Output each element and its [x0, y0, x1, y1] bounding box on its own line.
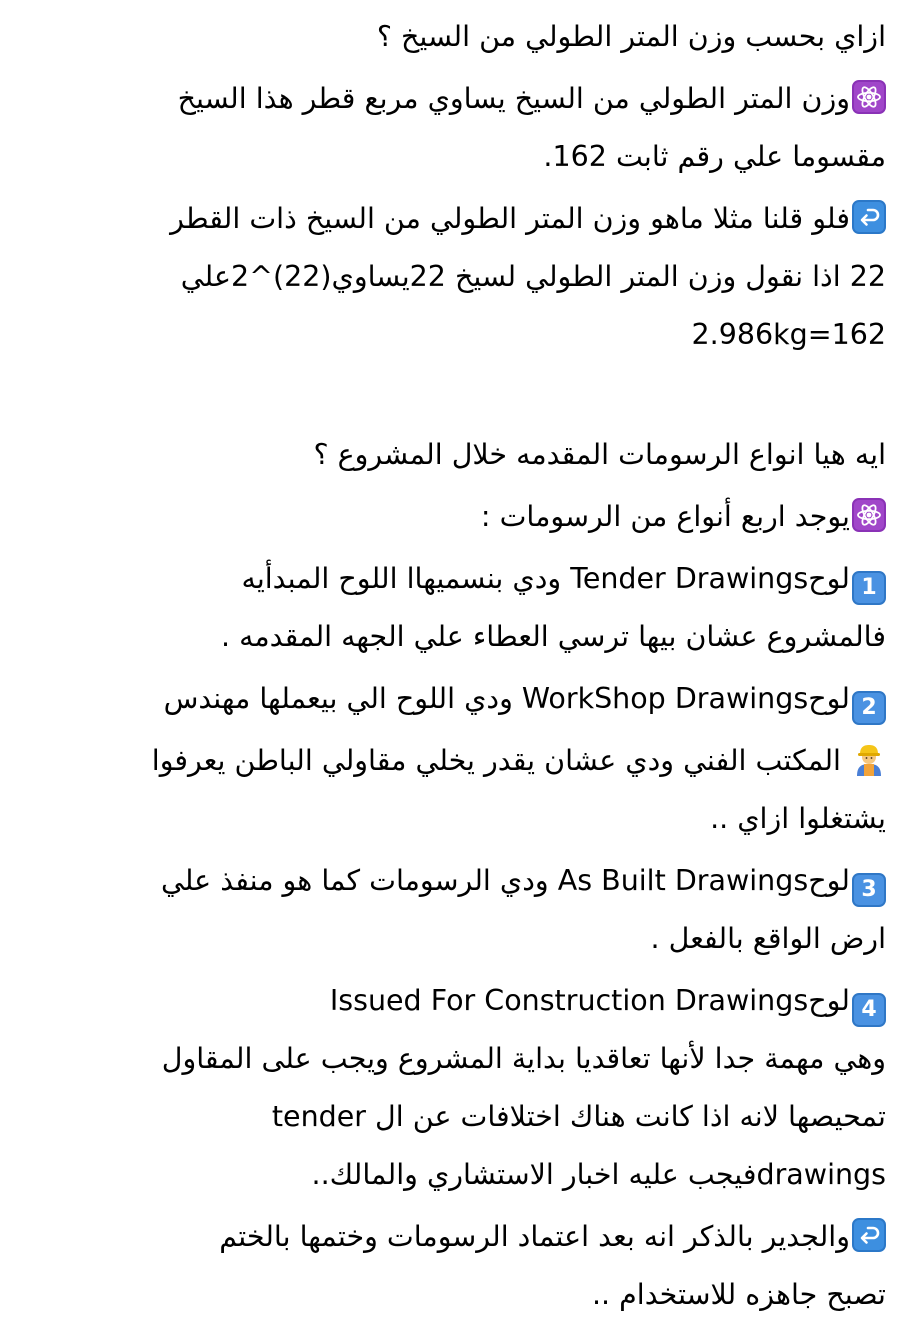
text-line: يشتغلوا ازاي ..: [710, 802, 886, 835]
paragraph-item-3: [34, 852, 886, 968]
right-arrow-curving-left-icon: [852, 200, 886, 234]
paragraph-item-1: [34, 550, 886, 666]
text-line: ايه هيا انواع الرسومات المقدمه خلال المشروع ؟: [313, 438, 886, 471]
paragraph-item-2: [34, 670, 886, 728]
text-line-with-icon: [34, 670, 886, 728]
keycap-digit-icon: 4: [852, 993, 886, 1027]
text-line: ارض الواقع بالفعل .: [650, 922, 886, 955]
paragraph-answer-2: [34, 488, 886, 546]
paragraph-example: [34, 190, 886, 364]
text-line-with-icon: [34, 972, 886, 1030]
text-line-with-icon: [34, 852, 886, 910]
construction-worker-icon: [852, 742, 886, 776]
paragraph-question-1: [34, 8, 886, 66]
text-line: ازاي بحسب وزن المتر الطولي من السيخ ؟: [376, 20, 886, 53]
text-line: drawingsفيجب عليه اخبار الاستشاري والمالك..: [311, 1158, 886, 1191]
text-content: لوحWorkShop Drawings ودي اللوح الي بيعملها مهندس: [163, 682, 850, 715]
text-line: مقسوما علي رقم ثابت 162.: [543, 140, 886, 173]
text-line-with-icon: [34, 70, 886, 128]
keycap-digit-icon: 1: [852, 571, 886, 605]
text-line-with-icon: [34, 190, 886, 248]
text-content: المكتب الفني ودي عشان يقدر يخلي مقاولي الباطن يعرفوا: [151, 744, 841, 777]
keycap-digit-icon: 2: [852, 691, 886, 725]
paragraph-note: [34, 1208, 886, 1324]
text-content: لوحAs Built Drawings ودي الرسومات كما هو منفذ علي: [160, 864, 850, 897]
paragraph-item-4: [34, 972, 886, 1204]
text-line-with-icon: [34, 550, 886, 608]
paragraph-item-2-continued: [34, 732, 886, 848]
text-line: تمحيصها لانه اذا كانت هناك اختلافات عن ال tender: [271, 1100, 886, 1133]
atom-symbol-icon: [852, 80, 886, 114]
document-body: [34, 8, 886, 1328]
text-line: وهي مهمة جدا لأنها تعاقديا بداية المشروع ويجب على المقاول: [161, 1042, 886, 1075]
text-line-with-icon: [34, 1208, 886, 1266]
text-content: والجدير بالذكر انه بعد اعتماد الرسومات وختمها بالختم: [219, 1220, 850, 1253]
text-line: تصبح جاهزه للاستخدام ..: [591, 1278, 886, 1311]
text-content: لوحIssued For Construction Drawings: [329, 984, 850, 1017]
text-content: لوحTender Drawings ودي بنسميهاا اللوح المبدأيه: [241, 562, 850, 595]
text-content: يوجد اربع أنواع من الرسومات :: [480, 500, 850, 533]
text-content: وزن المتر الطولي من السيخ يساوي مربع قطر هذا السيخ: [177, 82, 850, 115]
text-line-formula: 2.986kg=162: [691, 318, 886, 351]
right-arrow-curving-left-icon: [852, 1218, 886, 1252]
paragraph-question-2: [34, 426, 886, 484]
text-line-with-icon: [34, 732, 886, 790]
atom-symbol-icon: [852, 498, 886, 532]
text-line-with-icon: [34, 488, 886, 546]
paragraph-answer-1: [34, 70, 886, 186]
keycap-digit-icon: 3: [852, 873, 886, 907]
text-line: فالمشروع عشان بيها ترسي العطاء علي الجهه المقدمه .: [220, 620, 886, 653]
text-content: فلو قلنا مثلا ماهو وزن المتر الطولي من السيخ ذات القطر: [170, 202, 850, 235]
text-line: 22 اذا نقول وزن المتر الطولي لسيخ 22يساوي(22)^2علي: [180, 260, 886, 293]
